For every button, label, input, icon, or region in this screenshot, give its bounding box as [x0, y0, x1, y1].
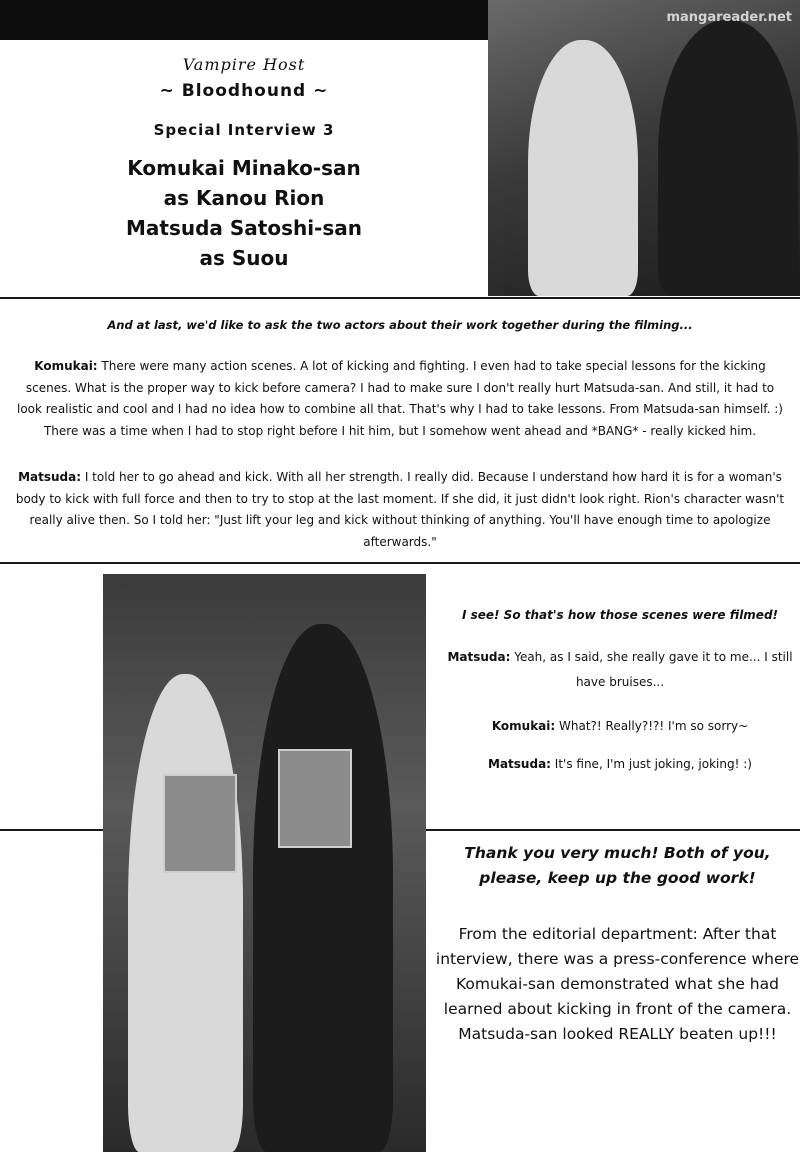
actress-figure: [528, 40, 638, 296]
actor-figure: [658, 20, 798, 296]
cast-line: Komukai Minako-san: [127, 156, 361, 180]
intro-question: And at last, we'd like to ask the two actors about their work together during the filming...: [107, 318, 693, 332]
answer-text: I told her to go ahead and kick. With all her strength. I really did. Because I understand how hard it is for a woman's body to kick with full force and then to try to stop at the last moment. If she did, it just didn't look right. Rion's character wasn't really alive then. So I told her: "Just lift your leg and kick without thinking of anything. You'll have enough time to apologize afterwards.": [15, 470, 785, 549]
book-prop: [278, 749, 352, 848]
press-event-photo: [103, 574, 426, 1152]
speaker-label: Matsuda:: [488, 757, 551, 771]
speaker-label: Komukai:: [491, 719, 556, 733]
komukai-answer: [14, 356, 786, 442]
matsuda-answer: [14, 467, 786, 553]
speaker-label: Matsuda:: [447, 650, 511, 664]
editorial-text: From the editorial department: After that interview, there was a press-conference where Komukai-san demonstrated what she had learned about kicking in front of the camera.: [435, 925, 800, 1018]
follow-up-question: I see! So that's how those scenes were filmed!: [461, 608, 779, 622]
cast-names: [0, 153, 488, 273]
book-prop: [163, 774, 237, 873]
cast-line: as Kanou Rion: [163, 186, 325, 210]
series-title: Vampire Host: [182, 55, 306, 74]
speaker-label: Komukai:: [34, 359, 98, 373]
editorial-note: [435, 922, 800, 1047]
editorial-text: Matsuda-san looked REALLY beaten up!!!: [458, 1025, 777, 1043]
chat-text: Yeah, as I said, she really gave it to me... I still have bruises...: [510, 650, 793, 689]
divider: [0, 829, 103, 831]
watermark: mangareader.net: [666, 10, 792, 25]
series-subtitle: ~ Bloodhound ~: [159, 81, 329, 101]
actress-figure: [128, 674, 243, 1152]
divider: [426, 829, 800, 831]
header-black-bar: [0, 0, 488, 40]
closing-thanks: Thank you very much! Both of you, please, keep up the good work!: [464, 844, 771, 887]
chat-line: [440, 752, 800, 777]
chat-line: [440, 714, 800, 739]
chat-line: [440, 645, 800, 695]
chat-text: What?! Really?!?! I'm so sorry~: [555, 719, 749, 733]
divider: [0, 562, 800, 564]
interview-label: Special Interview 3: [153, 121, 335, 139]
cast-line: Matsuda Satoshi-san: [125, 216, 362, 240]
chat-text: It's fine, I'm just joking, joking! :): [550, 757, 752, 771]
answer-text: There were many action scenes. A lot of kicking and fighting. I even had to take special lessons for the kicking scenes. What is the proper way to kick before camera? I had to make sure I don't really hurt Matsuda-san. And still, it had to look realistic and cool and I had no idea how to combine all that. That's why I had to take lessons. From Matsuda-san himself. :) There was a time when I had to stop right before I hit him, but I somehow went ahead and *BANG* - really kicked him.: [16, 359, 783, 438]
divider: [0, 297, 800, 299]
speaker-label: Matsuda:: [18, 470, 82, 484]
title-block: [0, 55, 488, 273]
cast-line: as Suou: [199, 246, 289, 270]
actor-figure: [253, 624, 393, 1152]
actors-photo-top: [488, 0, 800, 296]
